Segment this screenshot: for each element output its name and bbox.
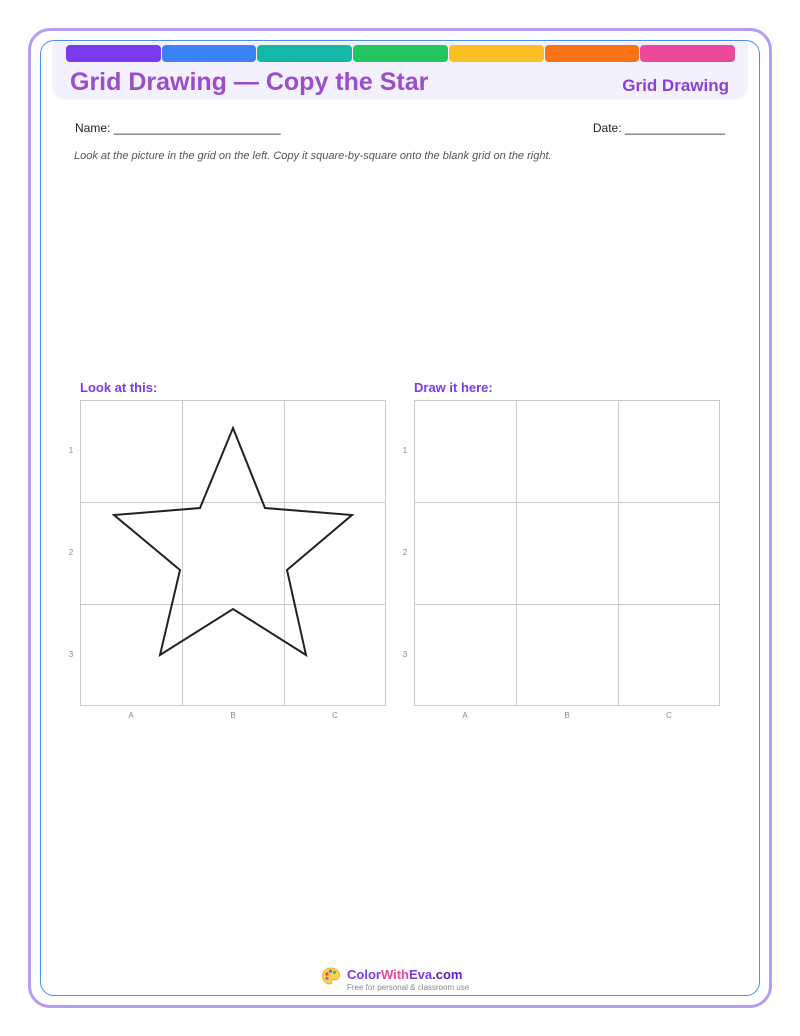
rainbow-color-bar [66, 45, 735, 62]
drawing-grid-heading: Draw it here: [414, 380, 493, 395]
grid-line [415, 502, 719, 503]
color-bar-segment [257, 45, 352, 62]
brand-part: With [380, 967, 409, 982]
row-label: 2 [402, 548, 408, 557]
date-field: Date: _______________ [592, 121, 725, 135]
column-label: A [462, 711, 468, 720]
row-label: 3 [68, 650, 74, 659]
star-outline [114, 428, 352, 655]
color-bar-segment [449, 45, 544, 62]
row-label: 1 [68, 446, 74, 455]
grid-line [516, 401, 517, 705]
brand-part: Eva [409, 967, 433, 982]
column-label: B [564, 711, 570, 720]
row-label: 1 [402, 446, 408, 455]
brand-part: .com [432, 967, 463, 982]
drawing-grid [414, 400, 720, 706]
column-label: A [128, 711, 134, 720]
brand-link[interactable] [347, 967, 462, 983]
color-bar-segment [162, 45, 257, 62]
row-label: 2 [68, 548, 74, 557]
star-drawing [81, 401, 385, 705]
footer-tagline: Free for personal & classroom use [347, 983, 470, 992]
instructions-text: Look at the picture in the grid on the left. Copy it square-by-square onto the blank grid on the right. [74, 150, 552, 162]
category-label: Grid Drawing [622, 76, 729, 95]
color-bar-segment [640, 45, 735, 62]
row-label: 3 [402, 650, 408, 659]
grid-line [415, 604, 719, 605]
column-label: C [332, 711, 338, 720]
color-bar-segment [66, 45, 161, 62]
reference-grid [80, 400, 386, 706]
palette-icon [321, 966, 341, 986]
column-label: B [230, 711, 236, 720]
name-field: Name: _________________________ [75, 121, 281, 135]
color-bar-segment [353, 45, 448, 62]
page-title: Grid Drawing — Copy the Star [70, 68, 429, 96]
reference-grid-heading: Look at this: [80, 380, 158, 395]
brand-part: Color [347, 967, 381, 982]
column-label: C [666, 711, 672, 720]
color-bar-segment [545, 45, 640, 62]
grid-line [618, 401, 619, 705]
